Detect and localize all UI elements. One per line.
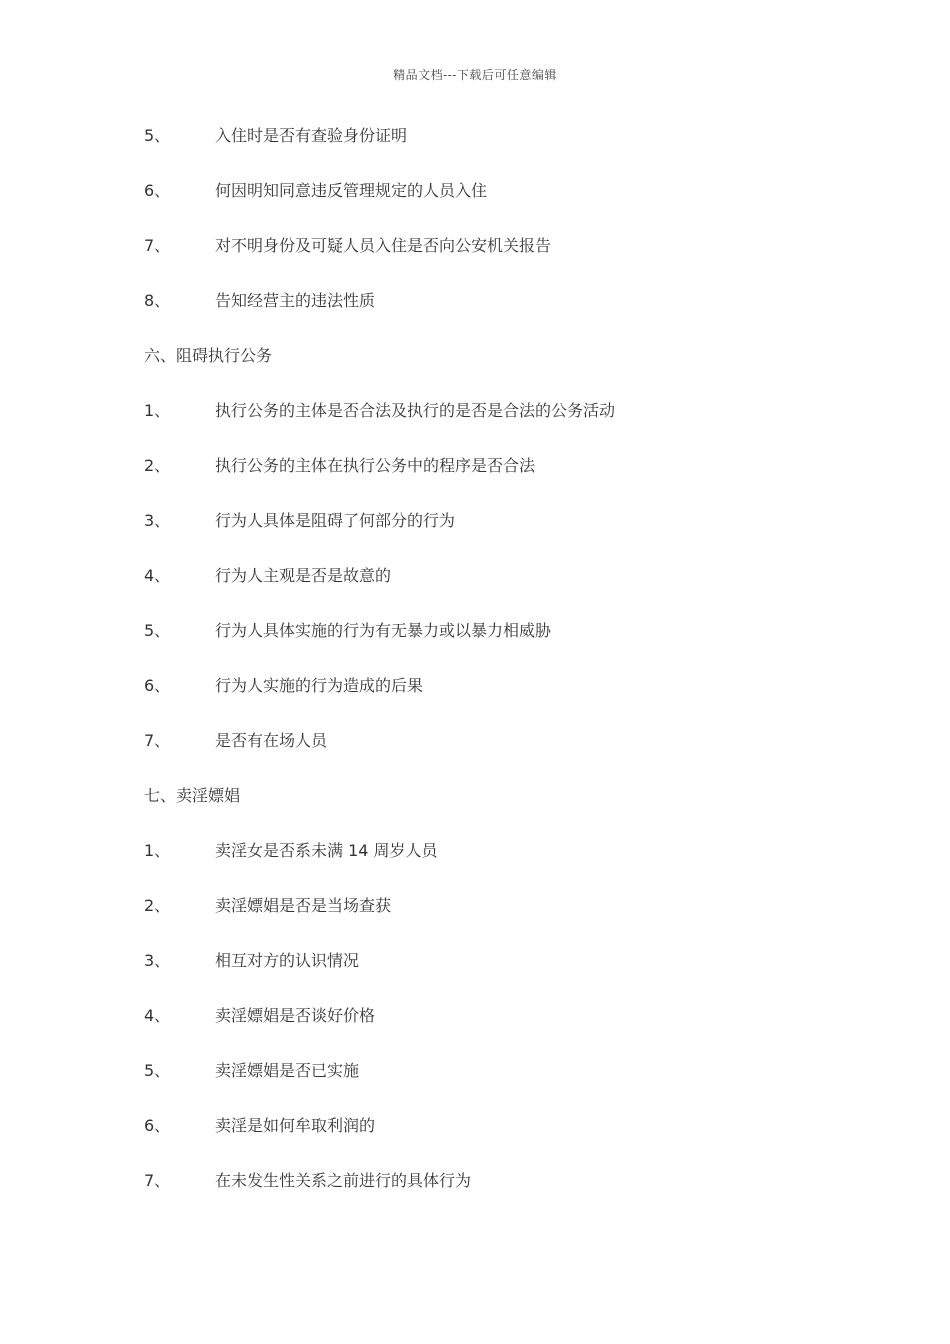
item-number: 4、 [144,1006,171,1025]
list-item [144,179,844,234]
item-number: 7、 [144,236,171,255]
list-item [144,894,844,949]
item-number: 1、 [144,841,171,860]
item-number: 8、 [144,291,171,310]
item-text: 行为人具体实施的行为有无暴力或以暴力相威胁 [215,621,552,640]
item-text: 行为人具体是阻碍了何部分的行为 [215,511,456,530]
section-heading [144,784,844,839]
list-item [144,564,844,619]
item-text: 卖淫嫖娼是否已实施 [215,1061,360,1080]
item-text: 入住时是否有查验身份证明 [215,126,408,145]
list-item [144,509,844,564]
item-text: 执行公务的主体在执行公务中的程序是否合法 [215,456,536,475]
document-body [144,124,844,1224]
item-number: 6、 [144,676,171,695]
item-number: 3、 [144,511,171,530]
section-heading [144,344,844,399]
section-heading-text: 六、阻碍执行公务 [144,346,273,365]
item-text: 卖淫是如何牟取利润的 [215,1116,376,1135]
item-number: 5、 [144,621,171,640]
item-number: 7、 [144,1171,171,1190]
item-text: 执行公务的主体是否合法及执行的是否是合法的公务活动 [215,401,616,420]
item-text: 何因明知同意违反管理规定的人员入住 [215,181,488,200]
list-item [144,1004,844,1059]
item-number: 2、 [144,456,171,475]
list-item [144,289,844,344]
list-item [144,619,844,674]
page-header: 精品文档---下载后可任意编辑 [393,68,557,82]
list-item [144,454,844,509]
item-text: 告知经营主的违法性质 [215,291,376,310]
item-text: 行为人主观是否是故意的 [215,566,392,585]
list-item [144,234,844,289]
list-item [144,674,844,729]
item-text: 卖淫嫖娼是否谈好价格 [215,1006,376,1025]
item-text: 行为人实施的行为造成的后果 [215,676,424,695]
list-item [144,729,844,784]
item-text: 是否有在场人员 [215,731,328,750]
item-text: 对不明身份及可疑人员入住是否向公安机关报告 [215,236,552,255]
item-text: 卖淫嫖娼是否是当场查获 [215,896,392,915]
list-item [144,399,844,454]
item-number: 3、 [144,951,171,970]
item-number: 1、 [144,401,171,420]
list-item [144,1114,844,1169]
item-number: 4、 [144,566,171,585]
section-heading-text: 七、卖淫嫖娼 [144,786,241,805]
list-item [144,124,844,179]
list-item [144,839,844,894]
item-text: 在未发生性关系之前进行的具体行为 [215,1171,472,1190]
item-number: 6、 [144,1116,171,1135]
item-number: 5、 [144,1061,171,1080]
list-item [144,949,844,1004]
list-item [144,1169,844,1224]
item-number: 2、 [144,896,171,915]
item-number: 6、 [144,181,171,200]
item-text: 相互对方的认识情况 [215,951,360,970]
list-item [144,1059,844,1114]
item-text: 卖淫女是否系未满 14 周岁人员 [215,841,438,860]
item-number: 7、 [144,731,171,750]
item-number: 5、 [144,126,171,145]
